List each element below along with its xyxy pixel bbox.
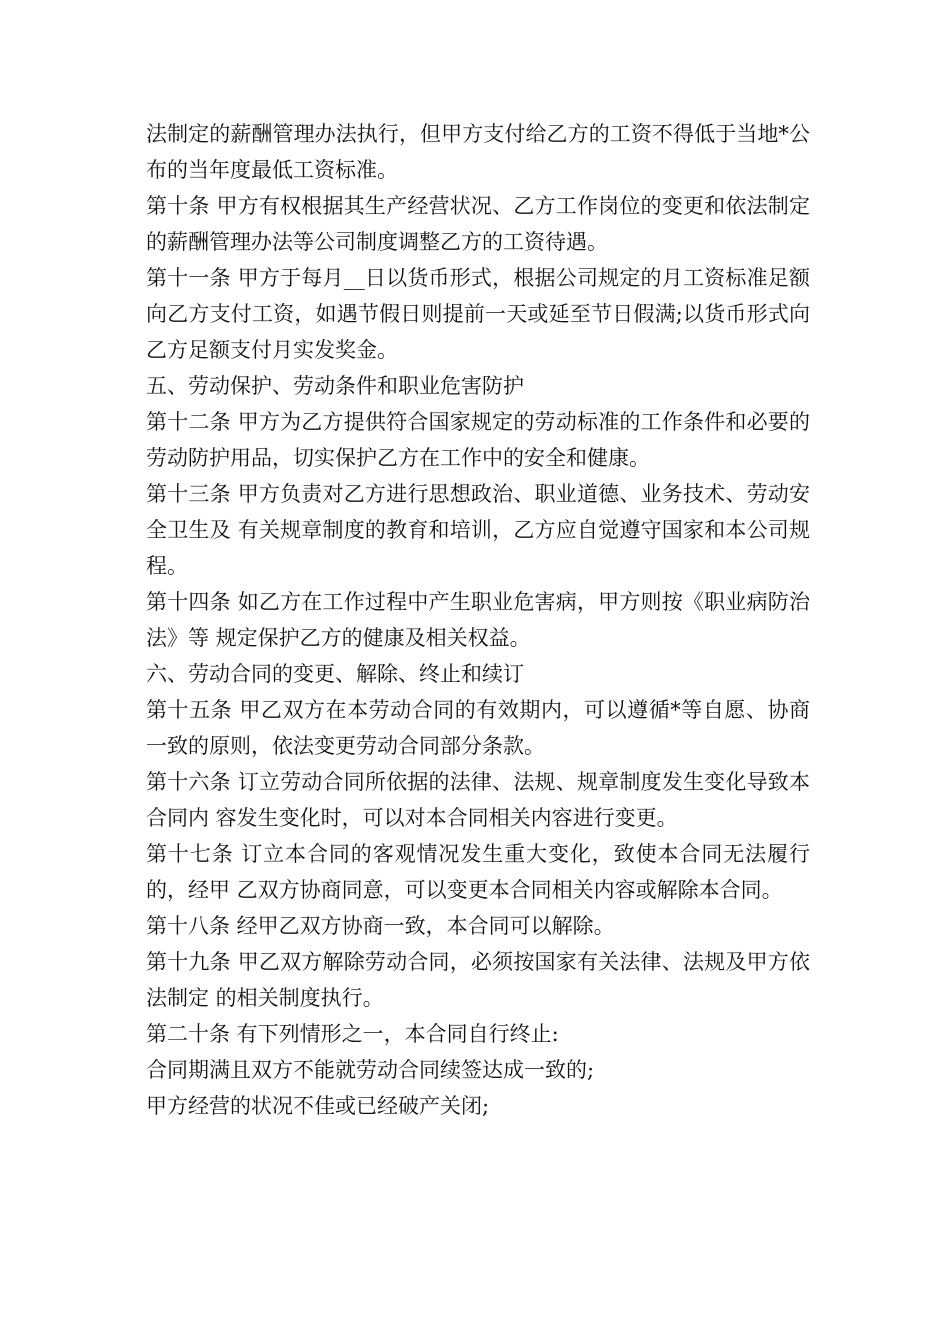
paragraph: 第十一条 甲方于每月__日以货币形式，根据公司规定的月工资标准足额向乙方支付工资，如遇节假日则提前一天或延至节日假满;以货币形式向乙方足额支付月实发奖金。 (146, 266, 810, 362)
paragraph: 第十八条 经甲乙双方协商一致，本合同可以解除。 (146, 914, 615, 938)
paragraph: 法制定的薪酬管理办法执行，但甲方支付给乙方的工资不得低于当地*公布的当年度最低工资标准。 (146, 122, 810, 182)
paragraph: 第十七条 订立本合同的客观情况发生重大变化，致使本合同无法履行的，经甲 乙双方协商同意，可以变更本合同相关内容或解除本合同。 (146, 842, 810, 902)
section-heading: 六、劳动合同的变更、解除、终止和续订 (146, 662, 524, 686)
list-item: 甲方经营的状况不佳或已经破产关闭; (146, 1094, 490, 1118)
paragraph: 第十五条 甲乙双方在本劳动合同的有效期内，可以遵循*等自愿、协商一致的原则，依法变更劳动合同部分条款。 (146, 698, 810, 758)
section-heading: 五、劳动保护、劳动条件和职业危害防护 (146, 374, 524, 398)
paragraph: 第十三条 甲方负责对乙方进行思想政治、职业道德、业务技术、劳动安全卫生及 有关规章制度的教育和培训，乙方应自觉遵守国家和本公司规程。 (146, 482, 810, 578)
list-item: 合同期满且双方不能就劳动合同续签达成一致的; (146, 1058, 595, 1082)
paragraph: 第十六条 订立劳动合同所依据的法律、法规、规章制度发生变化导致本合同内 容发生变化时，可以对本合同相关内容进行变更。 (146, 770, 810, 830)
document-body (146, 116, 810, 1124)
paragraph: 第十九条 甲乙双方解除劳动合同，必须按国家有关法律、法规及甲方依法制定 的相关制度执行。 (146, 950, 810, 1010)
paragraph: 第十四条 如乙方在工作过程中产生职业危害病，甲方则按《职业病防治法》等 规定保护乙方的健康及相关权益。 (146, 590, 810, 650)
paragraph: 第二十条 有下列情形之一，本合同自行终止: (146, 1022, 559, 1046)
paragraph: 第十二条 甲方为乙方提供符合国家规定的劳动标准的工作条件和必要的劳动防护用品，切实保护乙方在工作中的安全和健康。 (146, 410, 810, 470)
paragraph: 第十条 甲方有权根据其生产经营状况、乙方工作岗位的变更和依法制定的薪酬管理办法等公司制度调整乙方的工资待遇。 (146, 194, 810, 254)
